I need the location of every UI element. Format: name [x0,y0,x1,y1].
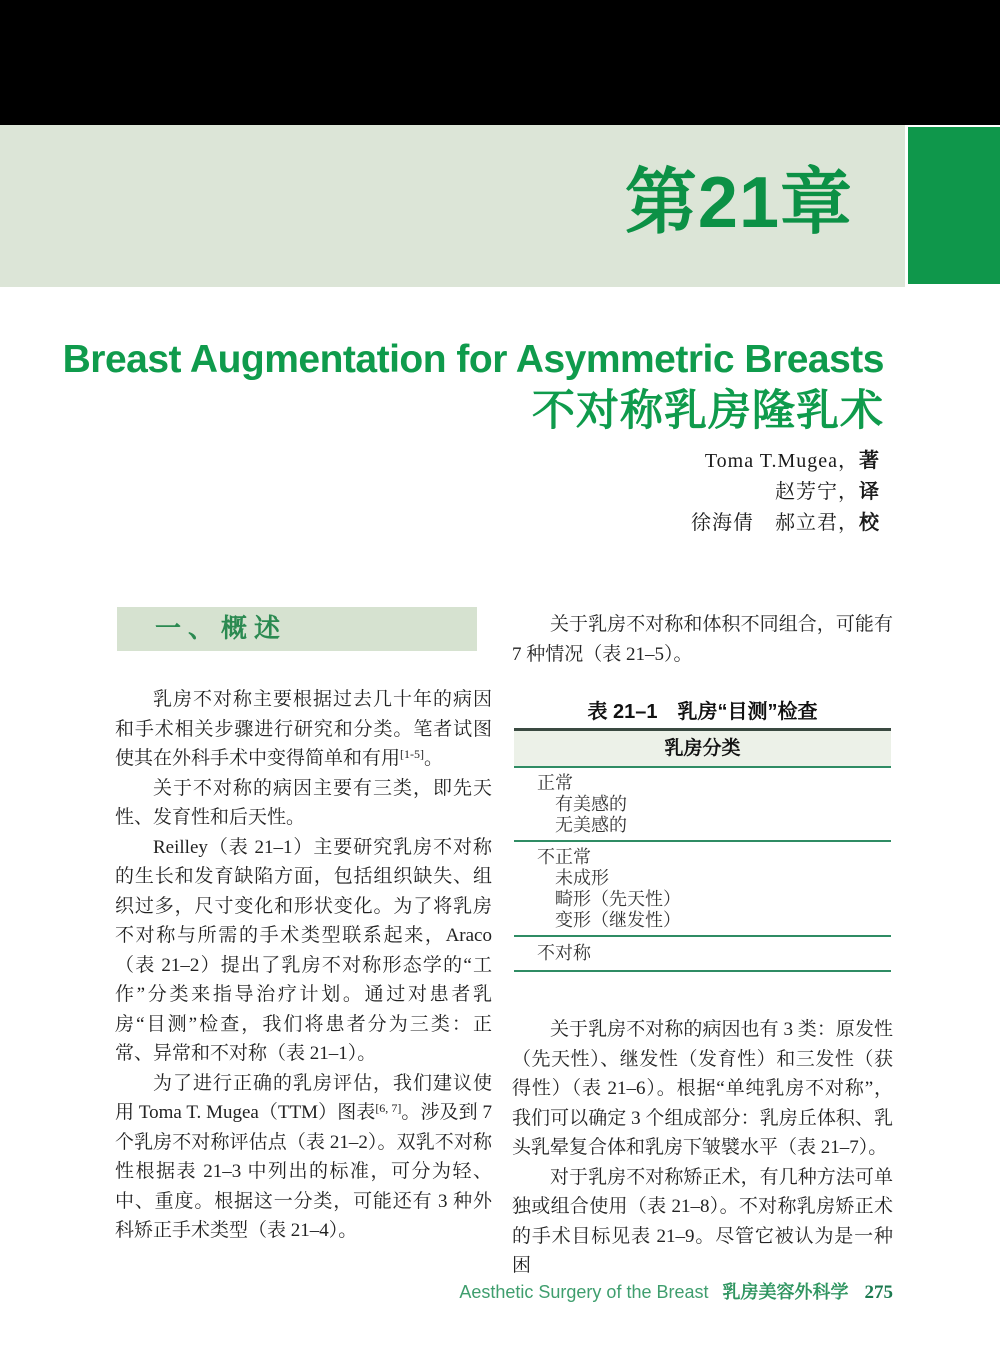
credit-author [0,446,879,477]
credit-translator [0,477,879,508]
credit-reviewers [0,508,879,539]
table-row: 未成形 [555,868,609,888]
page-footer [459,1280,893,1305]
credit-translator-role: 译 [859,481,879,503]
paragraph [115,1069,492,1246]
credits-block [0,446,879,539]
chapter-title-english: Breast Augmentation for Asymmetric Breasts [62,338,884,381]
table-group-abnormal [514,842,891,937]
credit-reviewers-names: 徐海倩 郝立君， [691,512,859,534]
table-row: 不正常 [537,847,591,867]
paragraph-text: 。涉及到 7 个乳房不对称评估点（表 21–2）。双乳不对称性根据表 21–3 中列出的标准，可分为轻、中、重度。根据这一分类，可能还有 3 种外科矫正手术类型（表 21–4）。 [115,1102,492,1241]
table-21-1 [514,728,891,972]
paragraph-text: 。 [424,748,444,769]
chapter-title-block [0,338,884,438]
table-row: 有美感的 [555,794,627,814]
top-black-bar [0,0,1000,125]
table-group-normal [514,768,891,842]
paragraph [115,685,492,774]
right-column-bottom [512,1015,893,1281]
paragraph: 对于乳房不对称矫正术，有几种方法可单独或组合使用（表 21–8）。不对称乳房矫正术的手术目标见表 21–9。尽管它被认为是一种困 [512,1166,893,1276]
section-heading-bar [117,607,477,651]
paragraph: Reilley（表 21–1）主要研究乳房不对称的生长和发育缺陷方面，包括组织缺失、组织过多，尺寸变化和形状变化。为了将乳房不对称与所需的手术类型联系起来，Araco（表 21–2）提出了乳房不对称形态学的“工作”分类来指导治疗计划。通过对患者乳房“目测”检查，我们将患者分为三类：正常、异常和不对称（表 21–1）。 [115,836,492,1064]
table-row: 变形（继发性） [555,910,681,930]
table-row: 不对称 [537,943,591,963]
footer-book-title-chinese: 乳房美容外科学 [722,1282,849,1302]
table-header-cell: 乳房分类 [514,731,891,768]
section-heading-overview: 一、概述 [155,614,288,643]
paragraph: 关于乳房不对称的病因也有 3 类：原发性（先天性）、继发性（发育性）和三发性（获得性）（表 21–6）。根据“单纯乳房不对称”，我们可以确定 3 个组成部分：乳房丘体积、乳头乳晕复合体和乳房下皱襞水平（表 21–7）。 [512,1019,893,1158]
credit-author-names: Toma T.Mugea， [704,450,859,472]
paragraph-text: 乳房不对称主要根据过去几十年的病因和手术相关步骤进行研究和分类。笔者试图使其在外科手术中变得简单和有用 [115,689,492,769]
credit-translator-names: 赵芳宁， [775,481,859,503]
credit-reviewers-role: 校 [859,512,879,534]
paragraph-text: 为了进行正确的乳房评估，我们建议使用 Toma T. Mugea（TTM）图表 [115,1072,492,1123]
banner-accent-block [908,127,1000,284]
credit-author-role: 著 [859,450,879,472]
paragraph: 关于乳房不对称和体积不同组合，可能有 7 种情况（表 21–5）。 [512,614,893,665]
reference-superscript: [1-5] [400,747,425,761]
table-group-asymmetric [514,937,891,970]
table-caption: 表 21–1 乳房“目测”检查 [587,701,818,723]
chapter-banner [0,125,905,287]
table-row: 正常 [537,773,573,793]
reference-superscript: [6, 7] [375,1101,402,1115]
table-row: 畸形（先天性） [555,889,681,909]
paragraph: 关于不对称的病因主要有三类，即先天性、发育性和后天性。 [115,777,492,828]
footer-book-title-english: Aesthetic Surgery of the Breast [459,1282,709,1302]
chapter-number-label: 第21章 [624,163,853,243]
chapter-title-chinese: 不对称乳房隆乳术 [532,387,884,435]
right-column-top [512,610,893,669]
page-number: 275 [864,1282,893,1303]
table-row: 无美感的 [555,815,627,835]
left-column [115,685,492,1246]
